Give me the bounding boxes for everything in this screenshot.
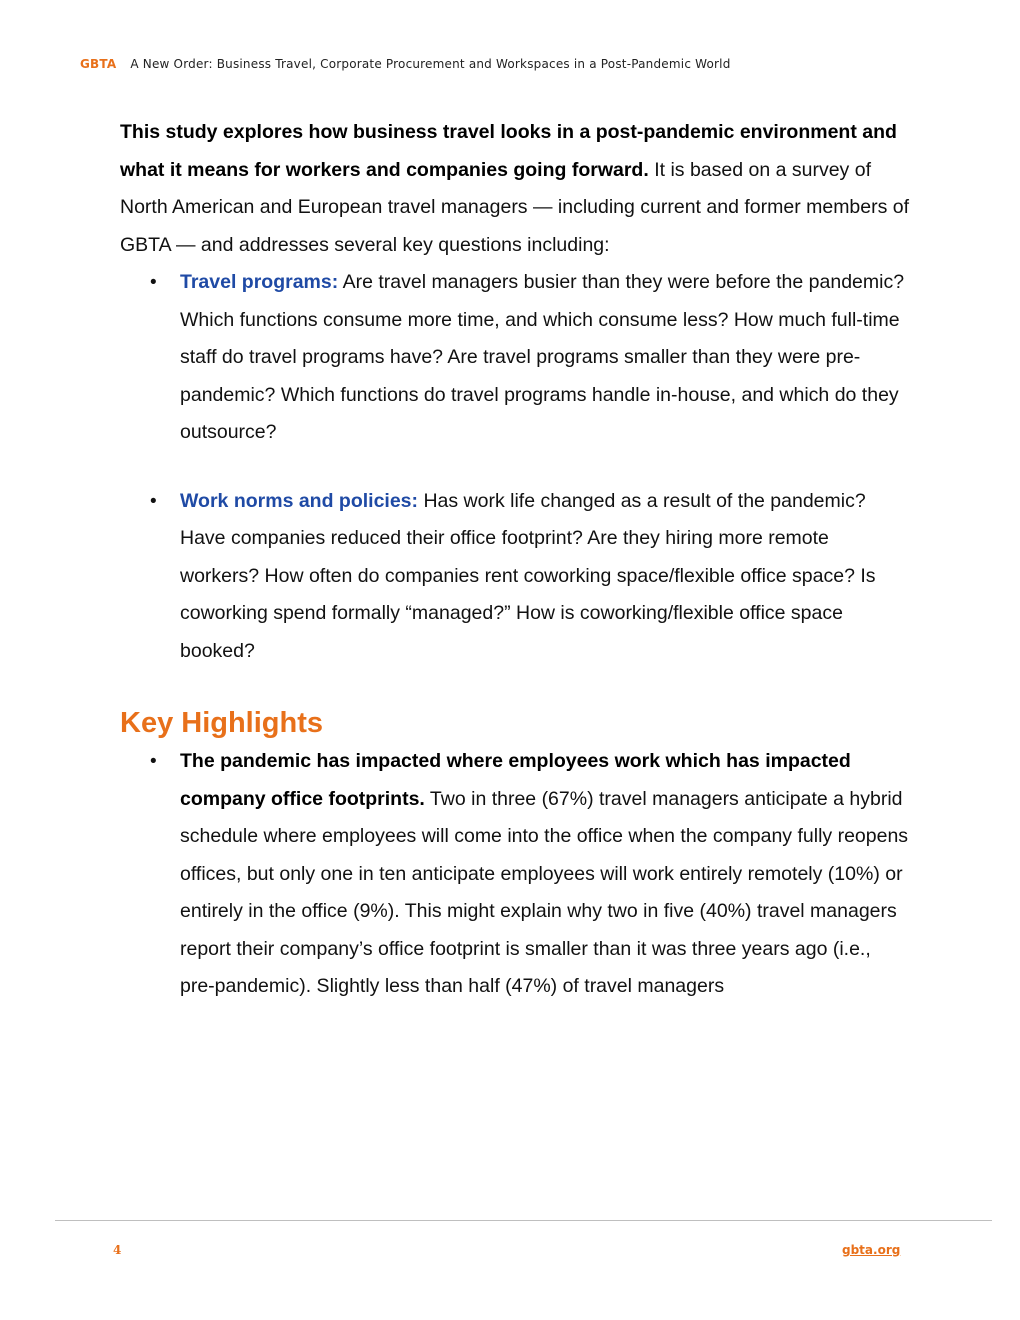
list-item [120,264,910,452]
questions-list [120,264,910,670]
list-item [120,483,910,671]
section-heading-key-highlights: Key Highlights [120,707,324,739]
bullet-icon: • [150,272,157,293]
highlights-list [120,743,910,1006]
bullet-icon: • [150,751,157,772]
main-content [120,114,910,1006]
bullet-icon: • [150,490,157,512]
question-text: Are travel managers busier than they were before the pandemic? Which functions consume more time, and which consume less? How much full-time staff do travel programs have? Are travel programs smaller than they were pre-pandemic? Which functions do travel programs handle in-house, and which do they outsource? [180,271,905,443]
question-label: Work norms and policies: [180,489,419,512]
intro-bold-text: This study explores how business travel looks in a post-pandemic environment and what it means for workers and companies going forward. [120,121,897,181]
footer-website-link[interactable]: gbta.org [842,1243,901,1257]
highlight-text: Two in three (67%) travel managers anticipate a hybrid schedule where employees will come into the office when the company fully reopens offices, but only one in ten anticipate employees will work entirely remotely (10%) or entirely in the office (9%). This might explain why two in five (40%) travel managers report their company’s office footprint is smaller than it was three years ago (i.e., pre-pandemic). Slightly less than half (47%) of travel managers [180,787,909,997]
header-brand: GBTA [80,57,117,71]
page-number: 4 [113,1243,122,1257]
highlight-bold-text: The pandemic has impacted where employees work which has impacted company office footprints. [180,750,851,810]
running-header [80,57,731,71]
intro-text: It is based on a survey of North American and European travel managers — including current and former members of GBTA — and addresses several key questions including: [120,158,910,256]
list-item [120,743,910,1006]
question-text: Has work life changed as a result of the pandemic? Have companies reduced their office footprint? Are they hiring more remote workers? How often do companies rent coworking space/flexible office space? Is coworking spend formally “managed?” How is coworking/flexible office space booked? [180,489,876,662]
header-title: A New Order: Business Travel, Corporate Procurement and Workspaces in a Post-Pandemic World [130,57,731,71]
intro-paragraph [120,114,910,264]
footer-divider [55,1220,992,1221]
question-label: Travel programs: [180,271,339,293]
